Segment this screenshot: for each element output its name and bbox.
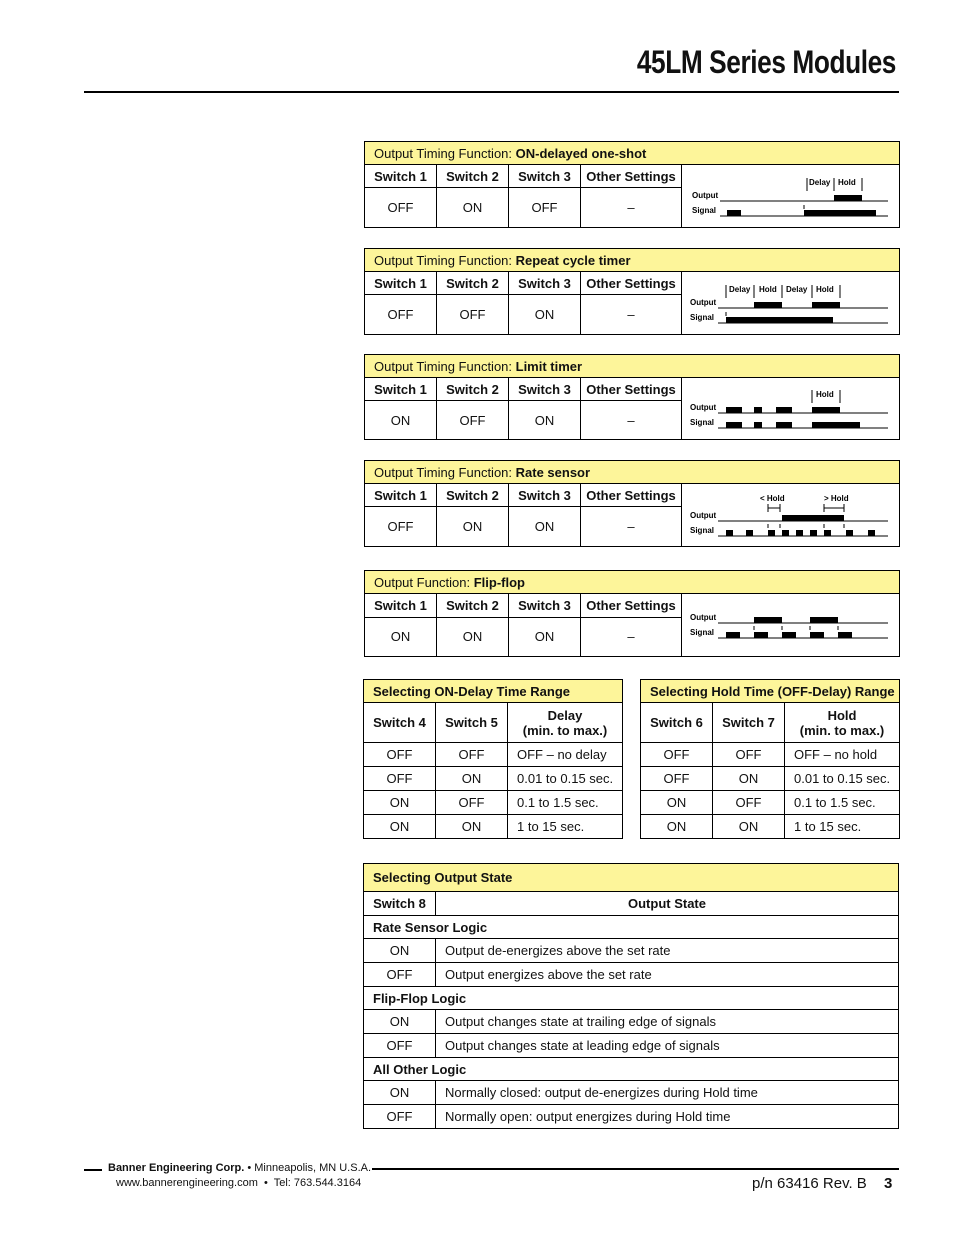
section-flip-flop-logic: Flip-Flop Logic: [364, 987, 899, 1010]
function-name: Limit timer: [515, 358, 583, 374]
table-cell: ON: [364, 1010, 436, 1034]
page-number: 3: [884, 1175, 893, 1192]
signal-label: Signal: [692, 206, 717, 215]
output-label: Output: [690, 298, 717, 307]
table-cell: ON: [364, 939, 436, 963]
other-settings-value: –: [581, 295, 682, 335]
col-hold: Hold (min. to max.): [785, 703, 900, 743]
col-other-settings: Other Settings: [581, 378, 682, 401]
switch-2-value: OFF: [437, 401, 509, 440]
timing-diagram: [682, 165, 900, 228]
function-name: Rate sensor: [515, 464, 591, 480]
table-header: Output Function: Flip-flop: [365, 571, 900, 594]
table-cell: 0.01 to 0.15 sec.: [508, 767, 623, 791]
signal-label: Signal: [690, 418, 715, 427]
other-settings-value: –: [581, 617, 682, 656]
switch-2-value: OFF: [437, 295, 509, 335]
diagram-label: Delay: [729, 285, 751, 294]
table-cell: OFF: [364, 743, 436, 767]
table-cell: 1 to 15 sec.: [785, 815, 900, 839]
col-switch-2: Switch 2: [437, 378, 509, 401]
col-other-settings: Other Settings: [581, 484, 682, 507]
col-switch-1: Switch 1: [365, 378, 437, 401]
table-cell: OFF: [364, 963, 436, 987]
signal-label: Signal: [690, 628, 715, 637]
output-state-table: [363, 863, 899, 1129]
timing-table-limit-timer: [364, 354, 900, 440]
section-rate-sensor-logic: Rate Sensor Logic: [364, 916, 899, 939]
table-cell: Output de-energizes above the set rate: [436, 939, 899, 963]
timing-table-repeat-cycle-timer: [364, 248, 900, 335]
col-switch-8: Switch 8: [364, 892, 436, 916]
other-settings-value: –: [581, 401, 682, 440]
col-switch-2: Switch 2: [437, 594, 509, 618]
switch-3-value: ON: [509, 617, 581, 656]
col-other-settings: Other Settings: [581, 165, 682, 188]
timing-diagram: [682, 594, 900, 657]
table-cell: OFF: [364, 1034, 436, 1058]
table-cell: OFF – no delay: [508, 743, 623, 767]
col-switch-3: Switch 3: [509, 165, 581, 188]
table-cell: ON: [364, 1081, 436, 1105]
table-cell: OFF: [641, 743, 713, 767]
table-cell: Normally closed: output de-energizes during Hold time: [436, 1081, 899, 1105]
table-cell: ON: [641, 791, 713, 815]
footer-company: Banner Engineering Corp. • Minneapolis, MN U.S.A.: [108, 1162, 372, 1174]
switch-2-value: ON: [437, 617, 509, 656]
table-header: Output Timing Function: Limit timer: [365, 355, 900, 378]
other-settings-value: –: [581, 188, 682, 228]
timing-diagram: [682, 272, 900, 335]
table-cell: 1 to 15 sec.: [508, 815, 623, 839]
function-name: Flip-flop: [473, 574, 525, 590]
footer-part-number: p/n 63416 Rev. B: [752, 1175, 867, 1192]
switch-1-value: OFF: [365, 188, 437, 228]
timing-table-flip-flop: [364, 570, 900, 657]
col-switch-2: Switch 2: [437, 165, 509, 188]
table-title: Selecting Hold Time (OFF-Delay) Range: [641, 680, 900, 703]
col-switch-7: Switch 7: [713, 703, 785, 743]
switch-3-value: ON: [509, 295, 581, 335]
table-cell: Output changes state at leading edge of signals: [436, 1034, 899, 1058]
diagram-label: Hold: [816, 390, 834, 399]
switch-3-value: ON: [509, 401, 581, 440]
diagram-label: Hold: [816, 285, 834, 294]
other-settings-value: –: [581, 507, 682, 547]
timing-table-rate-sensor: [364, 460, 900, 547]
footer-rule: [84, 1169, 102, 1171]
switch-1-value: OFF: [365, 507, 437, 547]
diagram-label: Delay: [809, 178, 831, 187]
switch-3-value: OFF: [509, 188, 581, 228]
diagram-label: < Hold: [760, 494, 785, 503]
table-header: Output Timing Function: Rate sensor: [365, 461, 900, 484]
switch-1-value: OFF: [365, 295, 437, 335]
table-cell: 0.1 to 1.5 sec.: [785, 791, 900, 815]
table-title: Selecting Output State: [364, 864, 899, 892]
page-title: 45LM Series Modules: [636, 44, 896, 80]
timing-diagram: [682, 378, 900, 440]
function-name: ON-delayed one-shot: [515, 145, 647, 161]
col-switch-3: Switch 3: [509, 272, 581, 295]
table-cell: 0.1 to 1.5 sec.: [508, 791, 623, 815]
col-switch-2: Switch 2: [437, 272, 509, 295]
table-cell: ON: [364, 791, 436, 815]
table-cell: OFF – no hold: [785, 743, 900, 767]
col-switch-3: Switch 3: [509, 594, 581, 618]
hold-time-range-table: [640, 679, 900, 839]
switch-2-value: ON: [437, 188, 509, 228]
signal-label: Signal: [690, 526, 715, 535]
table-cell: 0.01 to 0.15 sec.: [785, 767, 900, 791]
output-label: Output: [692, 191, 719, 200]
footer-contact: www.bannerengineering.com • Tel: 763.544.3164: [116, 1177, 362, 1189]
title-rule: [84, 91, 899, 93]
col-switch-1: Switch 1: [365, 484, 437, 507]
table-cell: OFF: [713, 791, 785, 815]
table-cell: OFF: [436, 791, 508, 815]
table-header: Output Timing Function: Repeat cycle timer: [365, 249, 900, 272]
function-name: Repeat cycle timer: [515, 252, 631, 268]
diagram-label: Hold: [759, 285, 777, 294]
table-cell: ON: [713, 815, 785, 839]
table-cell: ON: [364, 815, 436, 839]
table-title: Selecting ON-Delay Time Range: [364, 680, 623, 703]
table-cell: Normally open: output energizes during Hold time: [436, 1105, 899, 1129]
table-cell: ON: [641, 815, 713, 839]
col-switch-2: Switch 2: [437, 484, 509, 507]
diagram-label: > Hold: [824, 494, 849, 503]
diagram-label: Delay: [786, 285, 808, 294]
table-cell: ON: [436, 767, 508, 791]
table-cell: OFF: [436, 743, 508, 767]
switch-2-value: ON: [437, 507, 509, 547]
col-switch-3: Switch 3: [509, 484, 581, 507]
table-cell: OFF: [364, 1105, 436, 1129]
col-other-settings: Other Settings: [581, 272, 682, 295]
section-all-other-logic: All Other Logic: [364, 1058, 899, 1081]
switch-3-value: ON: [509, 507, 581, 547]
output-label: Output: [690, 511, 717, 520]
col-switch-1: Switch 1: [365, 272, 437, 295]
table-cell: Output changes state at trailing edge of signals: [436, 1010, 899, 1034]
switch-1-value: ON: [365, 617, 437, 656]
output-label: Output: [690, 613, 717, 622]
col-switch-6: Switch 6: [641, 703, 713, 743]
switch-1-value: ON: [365, 401, 437, 440]
table-cell: OFF: [641, 767, 713, 791]
signal-label: Signal: [690, 313, 715, 322]
timing-table-on-delayed-one-shot: [364, 141, 900, 228]
table-cell: Output energizes above the set rate: [436, 963, 899, 987]
table-header: Output Timing Function: ON-delayed one-shot: [365, 142, 900, 165]
table-cell: ON: [436, 815, 508, 839]
col-switch-4: Switch 4: [364, 703, 436, 743]
footer-rule: [372, 1168, 899, 1170]
table-cell: OFF: [364, 767, 436, 791]
col-switch-5: Switch 5: [436, 703, 508, 743]
table-cell: OFF: [713, 743, 785, 767]
output-label: Output: [690, 403, 717, 412]
col-other-settings: Other Settings: [581, 594, 682, 618]
diagram-label: Hold: [838, 178, 856, 187]
table-cell: ON: [713, 767, 785, 791]
col-output-state: Output State: [436, 892, 899, 916]
col-switch-3: Switch 3: [509, 378, 581, 401]
col-delay: Delay (min. to max.): [508, 703, 623, 743]
on-delay-range-table: [363, 679, 623, 839]
col-switch-1: Switch 1: [365, 594, 437, 618]
col-switch-1: Switch 1: [365, 165, 437, 188]
timing-diagram: [682, 484, 900, 547]
